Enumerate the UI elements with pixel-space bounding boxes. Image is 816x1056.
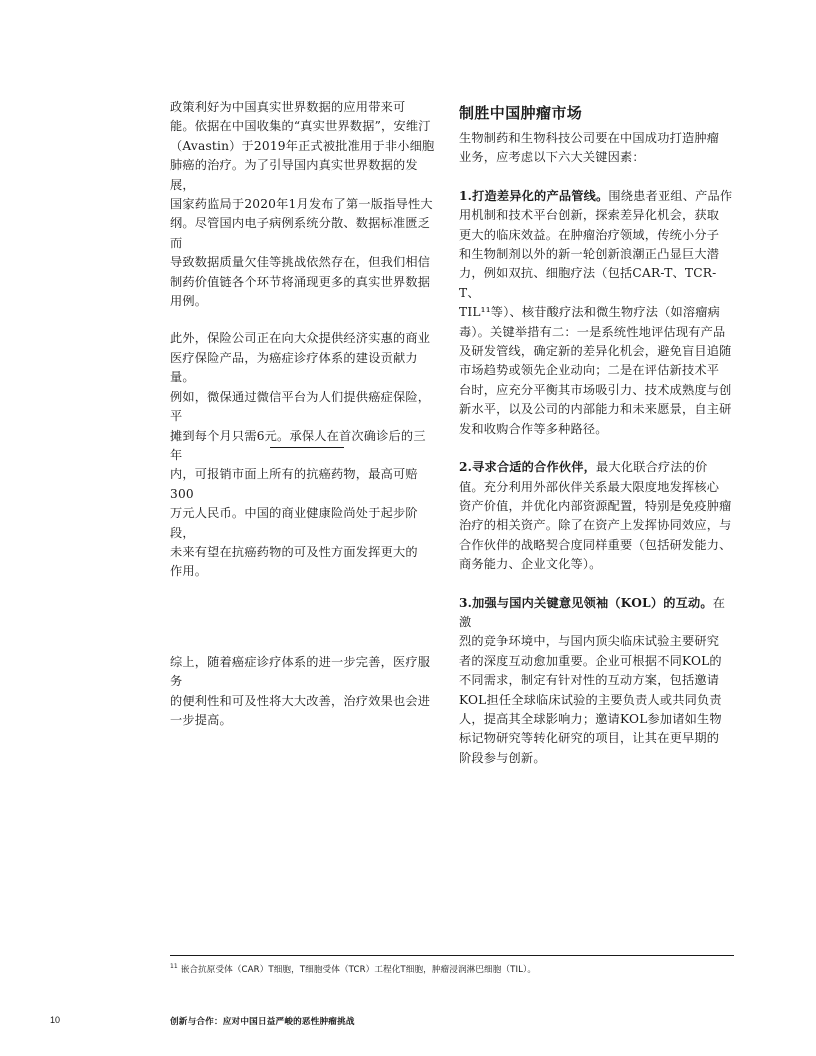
key-factor-heading: 2.寻求合适的合作伙伴， (459, 460, 596, 475)
paragraph-insurance: 此外，保险公司正在向大众提供经济实惠的商业 医疗保险产品，为癌症诊疗体系的建设贡献力量。 例如，微保通过微信平台为人们提供癌症保险，平 摊到每个月只需6元。承保人在首次确诊后的三年 内，可报销市面上所有的抗癌药物，最高可赔300 万元人民币。中国的商业健康险尚处于起步阶段， 未来有望在抗癌药物的可及性方面发挥更大的 作用。 (170, 331, 431, 579)
footnote (170, 961, 734, 976)
running-title: 创新与合作：应对中国日益严峻的恶性肿瘤挑战 (170, 1017, 355, 1027)
key-factor-item (459, 458, 735, 574)
section-divider (270, 447, 344, 448)
footnote-marker: 11 (170, 963, 178, 970)
key-factor-heading: 1.打造差异化的产品管线。 (459, 188, 609, 203)
paragraph-real-world-data: 政策利好为中国真实世界数据的应用带来可 能。依据在中国收集的“真实世界数据”，安维汀 （Avastin）于2019年正式被批准用于非小细胞 肺癌的治疗。为了引导国内真实世界数据的发展， 国家药监局于2020年1月发布了第一版指导性大 纲。尽管国内电子病例系统分散、数据标准匮乏而 导致数据质量欠佳等挑战依然存在，但我们相信 制药价值链各个环节将涌现更多的真实世界数据 用例。 (170, 100, 435, 309)
key-factor-body: 围绕患者亚组、产品作 用机制和技术平台创新，探索差异化机会，获取 更大的临床效益。在肿瘤治疗领域，传统小分子 和生物制剂以外的新一轮创新浪潮正凸显巨大潜 力，例如双抗、细胞疗法（包括CAR-T、TCR-T、 TIL¹¹等）、核苷酸疗法和微生物疗法（如溶瘤病 毒）。关键举措有二：一是系统性地评估现有产品 及研发管线，确定新的差异化机会，避免盲目追随 市场趋势或领先企业动向；二是在评估新技术平 台时，应充分平衡其市场吸引力、技术成熟度与创 新水平，以及公司的内部能力和未来愿景，自主研 发和收购合作等多种路径。 (459, 188, 733, 436)
key-factor-item (459, 187, 735, 439)
section-heading: 制胜中国肿瘤市场 (459, 104, 583, 122)
footnote-text: 嵌合抗原受体（CAR）T细胞，T细胞受体（TCR）工程化T细胞，肿瘤浸润淋巴细胞（TIL）。 (180, 964, 537, 975)
section-intro: 生物制药和生物科技公司要在中国成功打造肿瘤 业务，应考虑以下六大关键因素： (459, 131, 720, 165)
right-column (459, 104, 735, 768)
key-factor-heading: 3.加强与国内关键意见领袖（KOL）的互动。 (459, 595, 713, 610)
left-column (170, 98, 438, 730)
page-number: 10 (50, 1015, 61, 1025)
key-factor-body: 在激 烈的竞争环境中，与国内顶尖临床试验主要研究 者的深度互动愈加重要。企业可根据不同KOL的 不同需求，制定有针对性的互动方案，包括邀请 KOL担任全球临床试验的主要负责人或共同负责 人，提高其全球影响力；邀请KOL参加诸如生物 标记物研究等转化研究的项目，让其在更早期的 阶段参与创新。 (459, 595, 726, 765)
key-factor-body: 最大化联合疗法的价 值。充分利用外部伙伴关系最大限度地发挥核心 资产价值，并优化内部资源配置，特别是免疫肿瘤 治疗的相关资产。除了在资产上发挥协同效应，与 合作伙伴的战略契合度同样重要（包括研发能力、 商务能力、企业文化等）。 (459, 460, 732, 572)
footnote-divider (170, 955, 734, 956)
key-factor-item (459, 594, 735, 769)
paragraph-summary: 综上，随着癌症诊疗体系的进一步完善，医疗服务 的便利性和可及性将大大改善，治疗效果也会进 一步提高。 (170, 654, 431, 727)
